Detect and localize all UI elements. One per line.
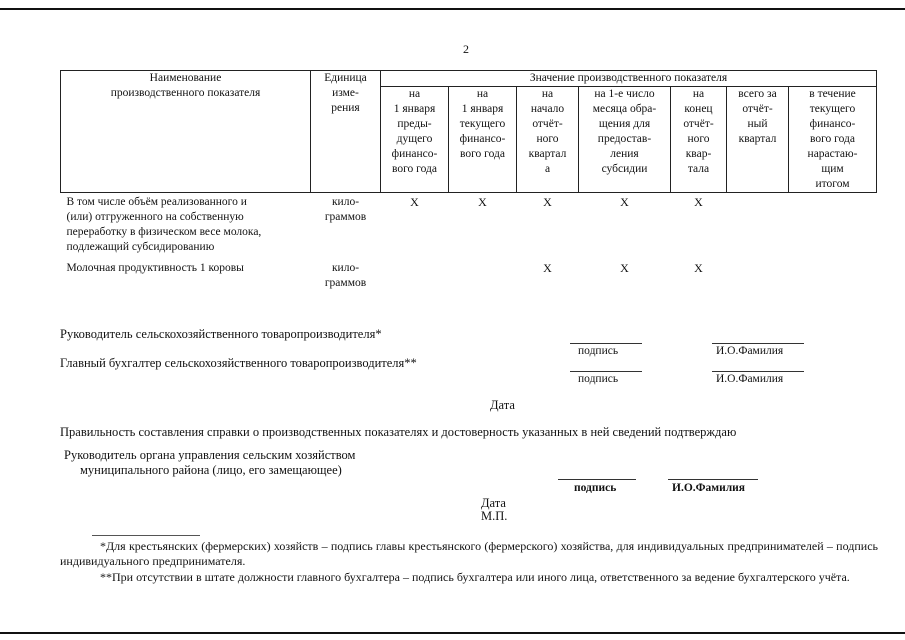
footnote-2: **При отсутствии в штате должности главного бухгалтера – подпись бухгалтера или иного лица, ответственного за ведение бухгалтерского учёта.: [100, 570, 850, 584]
header-col-quarter-end: на конец отчёт- ного квар- тала: [671, 87, 727, 193]
row-value-cell: X: [410, 195, 419, 209]
seal-label: М.П.: [481, 509, 508, 523]
footnote-separator: [92, 535, 200, 536]
table-row: [61, 255, 877, 291]
header-col-current-year-jan1: на 1 января текущего финансо- вого года: [449, 87, 517, 193]
row-indicator-name: В том числе объём реализованного и (или) отгруженного на собственную переработку в физическом весе молока, подлежащий субсидированию: [66, 196, 262, 253]
confirmation-date-label: Дата: [481, 496, 506, 510]
row-value-cell: X: [694, 261, 703, 275]
authority-signature-line: [558, 479, 636, 480]
row-unit: кило- граммов: [324, 196, 367, 223]
row-indicator-name: Молочная продуктивность 1 коровы: [66, 262, 244, 274]
accountant-signature-caption: подпись: [578, 373, 619, 385]
production-indicators-table: [60, 70, 877, 291]
authority-name-line: [668, 479, 758, 480]
header-col-application-month: на 1-е число месяца обра- щения для предостав- ления субсидии: [579, 87, 671, 193]
page-number: 2: [463, 42, 469, 56]
header-col-year-cumulative: в течение текущего финансо- вого года нарастаю- щим итогом: [789, 87, 877, 193]
row-value-cell: X: [620, 195, 629, 209]
header-value-group: Значение производственного показателя: [381, 71, 877, 87]
row-value-cell: X: [620, 261, 629, 275]
head-signature-label: Руководитель сельскохозяйственного товаропроизводителя*: [60, 327, 382, 341]
date-label: Дата: [490, 398, 515, 412]
top-border-rule: [0, 8, 905, 10]
header-col-quarter-start: на начало отчёт- ного квартал а: [517, 87, 579, 193]
row-value-cell: [449, 255, 517, 291]
header-indicator-name: Наименование производственного показателя: [61, 71, 311, 193]
authority-name-caption: И.О.Фамилия: [672, 482, 746, 494]
head-name-caption: И.О.Фамилия: [716, 345, 784, 357]
bottom-border-rule: [0, 632, 905, 634]
row-value-cell: [727, 193, 789, 256]
header-col-quarter-total: всего за отчёт- ный квартал: [727, 87, 789, 193]
row-value-cell: [381, 255, 449, 291]
row-value-cell: X: [478, 195, 487, 209]
header-col-prev-year-jan1: на 1 января преды- дущего финансо- вого года: [381, 87, 449, 193]
row-value-cell: [727, 255, 789, 291]
table-row: [61, 193, 877, 256]
header-unit: Единица изме- рения: [311, 71, 381, 193]
authority-signature-caption: подпись: [574, 482, 617, 494]
head-signature-caption: подпись: [578, 345, 619, 357]
footnote-1: *Для крестьянских (фермерских) хозяйств – подпись главы крестьянского (фермерского) хозяйства, для индивидуальных предпринимателей – подпись индивидуального предпринимателя.: [60, 539, 878, 568]
accountant-signature-label: Главный бухгалтер сельскохозяйственного товаропроизводителя**: [60, 356, 417, 370]
row-value-cell: [789, 193, 877, 256]
authority-label-line2: муниципального района (лицо, его замещающее): [80, 463, 342, 477]
row-value-cell: [789, 255, 877, 291]
accountant-name-caption: И.О.Фамилия: [716, 373, 784, 385]
authority-label-line1: Руководитель органа управления сельским хозяйством: [64, 448, 356, 462]
row-value-cell: X: [694, 195, 703, 209]
confirmation-statement: Правильность составления справки о производственных показателях и достоверность указанных в ней сведений подтверждаю: [60, 425, 737, 439]
row-value-cell: X: [543, 195, 552, 209]
row-unit: кило- граммов: [324, 262, 367, 289]
row-value-cell: X: [543, 261, 552, 275]
